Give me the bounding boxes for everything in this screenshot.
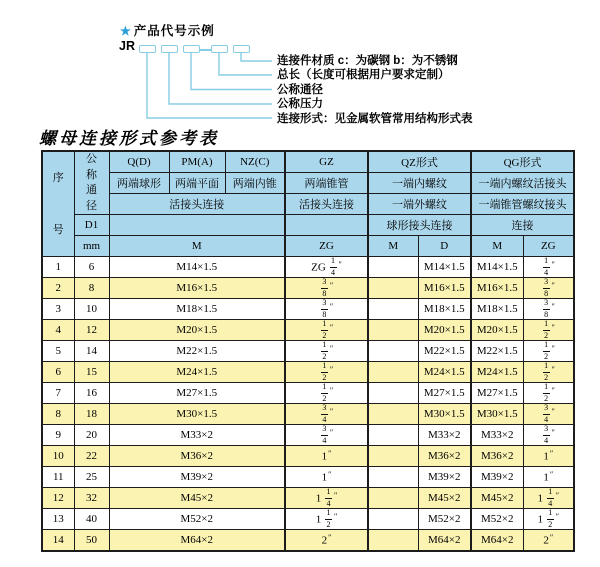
table-cell: 2″: [285, 530, 368, 552]
table-cell: M33×2: [418, 425, 471, 446]
table-row: [42, 467, 574, 488]
table-cell: M18×1.5: [418, 299, 471, 320]
header-conn-left: 活接头连接: [109, 194, 285, 215]
table-cell: M16×1.5: [109, 278, 285, 299]
table-cell: 1 $\frac{1}{4}$ ″: [285, 488, 368, 509]
table-cell: [368, 362, 418, 383]
table-cell: 5: [42, 341, 74, 362]
header-unit-zg-qg: ZG: [523, 236, 574, 257]
table-cell: M27×1.5: [471, 383, 523, 404]
table-cell: $\frac{3}{8}$ ″: [285, 278, 368, 299]
table-cell: $\frac{1}{2}$ ″: [285, 320, 368, 341]
table-cell: M45×2: [109, 488, 285, 509]
table-cell: M20×1.5: [109, 320, 285, 341]
table-cell: $\frac{1}{2}$ ″: [285, 383, 368, 404]
table-cell: 12: [42, 488, 74, 509]
table-cell: M39×2: [109, 467, 285, 488]
table-cell: M18×1.5: [471, 299, 523, 320]
product-code-diagram: [0, 0, 600, 130]
table-cell: 32: [74, 488, 109, 509]
table-cell: $\frac{3}{8}$ ″: [285, 299, 368, 320]
table-cell: 20: [74, 425, 109, 446]
table-header: [42, 151, 574, 257]
header-d1: D1: [74, 215, 109, 236]
table-cell: M30×1.5: [418, 404, 471, 425]
table-cell: 6: [74, 257, 109, 278]
table-row: [42, 320, 574, 341]
table-cell: 1″: [285, 446, 368, 467]
header-form-qz: QZ形式: [368, 151, 471, 173]
table-cell: 2″: [523, 530, 574, 552]
table-cell: 6: [42, 362, 74, 383]
table-cell: M36×2: [418, 446, 471, 467]
table-cell: [368, 299, 418, 320]
table-cell: $\frac{1}{2}$ ″: [523, 383, 574, 404]
table-title: 螺母连接形式参考表: [39, 129, 219, 149]
table-cell: [368, 509, 418, 530]
header-unit-d-qz: D: [418, 236, 471, 257]
table-cell: 7: [42, 383, 74, 404]
table-cell: 25: [74, 467, 109, 488]
table-cell: 13: [42, 509, 74, 530]
table-cell: M22×1.5: [471, 341, 523, 362]
table-cell: M45×2: [418, 488, 471, 509]
table-cell: 9: [42, 425, 74, 446]
table-cell: M24×1.5: [471, 362, 523, 383]
table-cell: 22: [74, 446, 109, 467]
table-cell: 1″: [523, 467, 574, 488]
header-form-qd: Q(D): [109, 151, 169, 173]
header-unit-m-qz: M: [368, 236, 418, 257]
header-form-pma: PM(A): [169, 151, 225, 173]
table-cell: 10: [74, 299, 109, 320]
table-cell: $\frac{3}{8}$ ″: [523, 278, 574, 299]
table-cell: M30×1.5: [471, 404, 523, 425]
table-cell: M20×1.5: [471, 320, 523, 341]
header-end-pma: 两端平面: [169, 173, 225, 194]
star-icon: ★: [120, 24, 132, 38]
table-cell: M52×2: [109, 509, 285, 530]
table-cell: $\frac{1}{2}$ ″: [285, 362, 368, 383]
table-cell: 10: [42, 446, 74, 467]
table-cell: M20×1.5: [418, 320, 471, 341]
table-cell: [368, 425, 418, 446]
table-cell: $\frac{3}{8}$ ″: [523, 299, 574, 320]
table-cell: M36×2: [109, 446, 285, 467]
header-unit-zg-gz: ZG: [285, 236, 368, 257]
empty-cell: [109, 215, 285, 236]
diagram-title-text: 产品代号示例: [133, 24, 215, 38]
header-conn-gz: 活接头连接: [285, 194, 368, 215]
label-nominal-diameter: 公称通径: [277, 83, 323, 96]
table-cell: [368, 446, 418, 467]
table-cell: [368, 341, 418, 362]
table-cell: 50: [74, 530, 109, 552]
table-cell: M39×2: [418, 467, 471, 488]
table-cell: [368, 530, 418, 552]
table-row: [42, 446, 574, 467]
table-cell: 1: [42, 257, 74, 278]
table-row: [42, 488, 574, 509]
table-row: [42, 341, 574, 362]
table-cell: 16: [74, 383, 109, 404]
table-cell: 18: [74, 404, 109, 425]
header-seq: 序号: [42, 151, 74, 257]
table-row: [42, 278, 574, 299]
table-cell: $\frac{1}{4}$ ″: [523, 257, 574, 278]
table-cell: 8: [74, 278, 109, 299]
table-row: [42, 509, 574, 530]
header-form-gz: GZ: [285, 151, 368, 173]
table-cell: 14: [74, 341, 109, 362]
table-cell: [368, 383, 418, 404]
table-cell: [368, 278, 418, 299]
header-end-qg: 一端内螺纹活接头: [471, 173, 574, 194]
table-cell: M33×2: [109, 425, 285, 446]
table-cell: M64×2: [471, 530, 523, 552]
table-cell: M22×1.5: [109, 341, 285, 362]
table-cell: M64×2: [109, 530, 285, 552]
table-cell: $\frac{3}{4}$ ″: [285, 404, 368, 425]
table-cell: M14×1.5: [471, 257, 523, 278]
header-dn: 公称通径: [74, 151, 109, 215]
table-cell: M18×1.5: [109, 299, 285, 320]
table-cell: 40: [74, 509, 109, 530]
table-cell: $\frac{1}{2}$ ″: [523, 341, 574, 362]
table-row: [42, 404, 574, 425]
table-cell: [368, 467, 418, 488]
header-unit-m-qg: M: [471, 236, 523, 257]
table-cell: M27×1.5: [109, 383, 285, 404]
table-cell: [368, 404, 418, 425]
table-cell: $\frac{1}{2}$ ″: [523, 362, 574, 383]
header-end-qd: 两端球形: [109, 173, 169, 194]
table-cell: M16×1.5: [471, 278, 523, 299]
table-cell: 15: [74, 362, 109, 383]
table-cell: M27×1.5: [418, 383, 471, 404]
table-cell: M22×1.5: [418, 341, 471, 362]
table-cell: $\frac{3}{4}$ ″: [285, 425, 368, 446]
code-prefix: JR: [119, 39, 135, 53]
table-cell: [368, 488, 418, 509]
header-conn-qg: 一端锥管螺纹接头: [471, 194, 574, 215]
header-end-nzc: 两端内锥: [225, 173, 285, 194]
label-nominal-pressure: 公称压力: [277, 98, 323, 110]
table-row: [42, 383, 574, 404]
table-cell: $\frac{1}{2}$ ″: [523, 320, 574, 341]
table-cell: 1″: [523, 446, 574, 467]
table-cell: 1 $\frac{1}{4}$ ″: [523, 488, 574, 509]
header-end-qz: 一端内螺纹: [368, 173, 471, 194]
empty-cell: [285, 215, 368, 236]
table-row: [42, 257, 574, 278]
table-cell: M16×1.5: [418, 278, 471, 299]
label-total-length: 总长（长度可根据用户要求定制）: [277, 69, 450, 81]
table-cell: 11: [42, 467, 74, 488]
label-connection-form: 连接形式：见金属软管常用结构形式表: [277, 112, 473, 125]
table-cell: 12: [74, 320, 109, 341]
table-cell: 8: [42, 404, 74, 425]
table-cell: 1 $\frac{1}{2}$ ″: [523, 509, 574, 530]
table-cell: 1 $\frac{1}{2}$ ″: [285, 509, 368, 530]
table-cell: $\frac{3}{4}$ ″: [523, 404, 574, 425]
header-conn2-qz: 球形接头连接: [368, 215, 471, 236]
table-cell: [368, 320, 418, 341]
table-cell: M64×2: [418, 530, 471, 552]
table-row: [42, 362, 574, 383]
table-cell: M14×1.5: [418, 257, 471, 278]
table-cell: M33×2: [471, 425, 523, 446]
header-form-nzc: NZ(C): [225, 151, 285, 173]
header-unit-mm: mm: [74, 236, 109, 257]
table-cell: M14×1.5: [109, 257, 285, 278]
table-cell: $\frac{3}{4}$ ″: [523, 425, 574, 446]
table-cell: 4: [42, 320, 74, 341]
table-body: [42, 257, 574, 552]
table-row: [42, 425, 574, 446]
table-cell: ZG $\frac{1}{4}$ ″: [285, 257, 368, 278]
table-row: [42, 299, 574, 320]
header-end-gz: 两端锥管: [285, 173, 368, 194]
table-cell: 1″: [285, 467, 368, 488]
table-cell: M52×2: [471, 509, 523, 530]
header-form-qg: QG形式: [471, 151, 574, 173]
table-cell: $\frac{1}{2}$ ″: [285, 341, 368, 362]
table-cell: 3: [42, 299, 74, 320]
table-cell: M24×1.5: [418, 362, 471, 383]
table-cell: M36×2: [471, 446, 523, 467]
table-cell: M52×2: [418, 509, 471, 530]
table-row: [42, 530, 574, 552]
table-cell: M39×2: [471, 467, 523, 488]
reference-table: [41, 150, 575, 552]
header-conn-qz: 一端外螺纹: [368, 194, 471, 215]
table-cell: 2: [42, 278, 74, 299]
table-cell: M24×1.5: [109, 362, 285, 383]
header-conn2-qg: 连接: [471, 215, 574, 236]
table-cell: M30×1.5: [109, 404, 285, 425]
table-cell: M45×2: [471, 488, 523, 509]
header-unit-m-left: M: [109, 236, 285, 257]
table-cell: [368, 257, 418, 278]
label-material: 连接件材质 c：为碳钢 b：为不锈钢: [277, 55, 458, 67]
table-cell: 14: [42, 530, 74, 552]
